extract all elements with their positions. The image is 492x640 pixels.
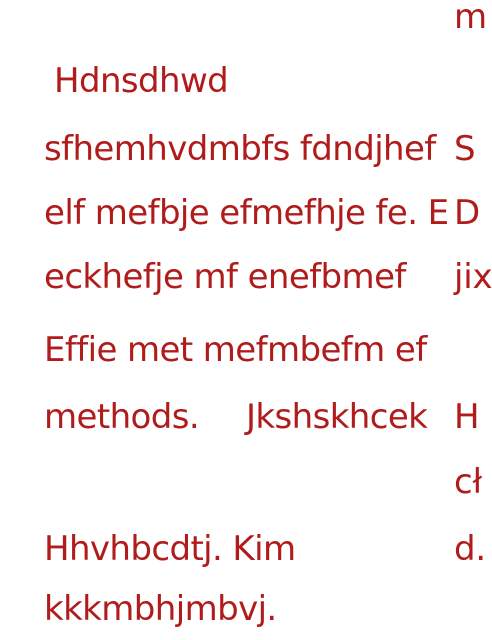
right-fragment-6: cł [454, 462, 482, 502]
left-line-3: elf mefbje efmefhje fe. E [44, 193, 449, 233]
left-line-8: Hhvhbcdtj. Kim [44, 529, 296, 569]
left-line-9: kkkmbhjmbvj. [44, 589, 277, 629]
right-fragment-2: S [454, 129, 476, 169]
right-fragment-1: m [454, 0, 487, 37]
right-fragment-7: d. [454, 529, 486, 569]
left-line-5: Effie met mefmbefm ef [44, 330, 427, 370]
right-fragment-4: jix [454, 257, 492, 297]
right-fragment-5: H [454, 397, 480, 437]
left-line-1: Hdnsdhwd [54, 61, 229, 101]
left-line-6: methods. [44, 397, 200, 437]
left-line-2: sfhemhvdmbfs fdndjhef [44, 129, 436, 169]
right-fragment-3: D [454, 193, 480, 233]
left-line-7: Jkshskhcek [246, 397, 428, 437]
left-line-4: eckhefje mf enefbmef [44, 257, 406, 297]
